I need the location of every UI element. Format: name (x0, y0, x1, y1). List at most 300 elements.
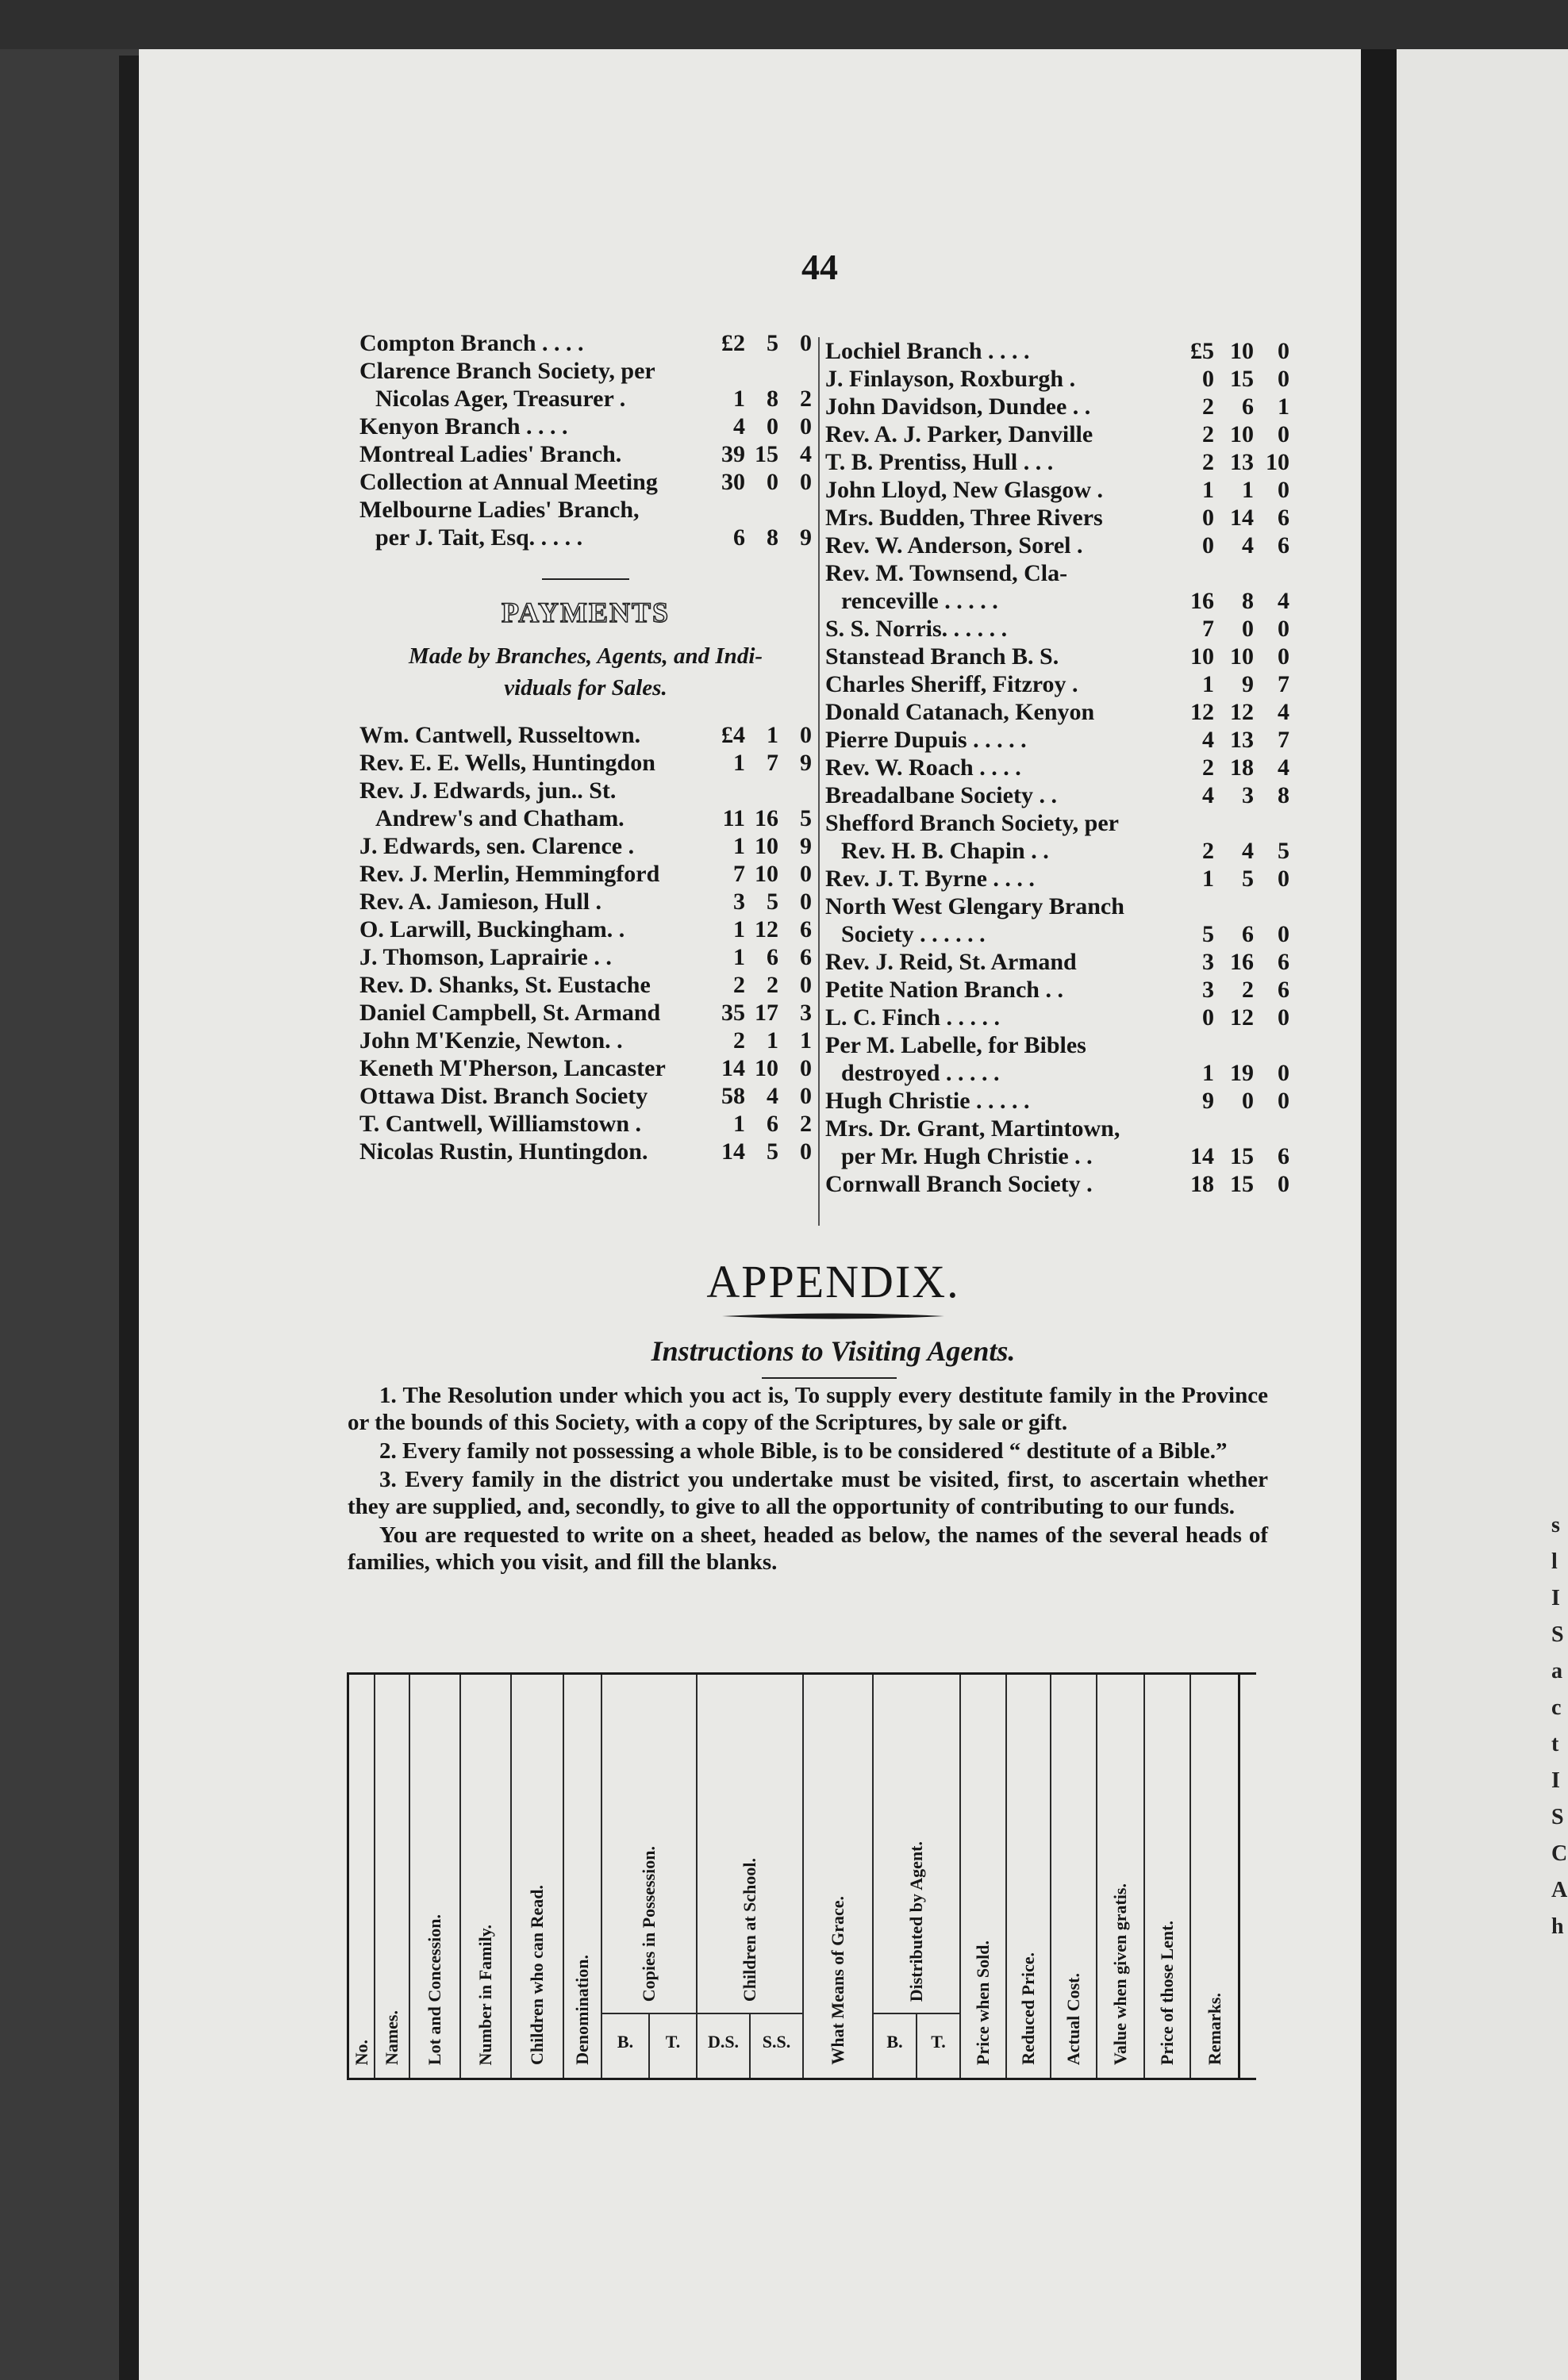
amount-shillings: 15 (1230, 1143, 1254, 1169)
amount-pence: 7 (1278, 727, 1289, 753)
amount-pence: 6 (800, 944, 812, 970)
amount-pence: 0 (800, 1083, 812, 1109)
left-column (359, 329, 812, 1165)
form-column-label: What Means of Grace. (828, 1896, 847, 2065)
amount-shillings: 8 (767, 386, 778, 412)
form-column-head (698, 1675, 802, 2014)
payment-row (825, 920, 1289, 948)
amount-pence: 4 (1278, 754, 1289, 781)
receipt-row (359, 413, 812, 440)
receipt-row (359, 468, 812, 496)
amount-shillings: 0 (1242, 616, 1254, 642)
payment-row (359, 749, 812, 777)
form-column-head (874, 1675, 959, 2014)
entry-amount (1168, 643, 1289, 670)
entry-name: John M'Kenzie, Newton. . (359, 1027, 623, 1054)
amount-pounds: 12 (1190, 699, 1214, 725)
entry-amount (1168, 754, 1289, 781)
entry-name: Andrew's and Chatham. (375, 805, 625, 831)
amount-shillings: 1 (767, 1027, 778, 1054)
payment-row (359, 1082, 812, 1110)
entry-name: Per M. Labelle, for Bibles (825, 1032, 1086, 1058)
entry-amount (699, 999, 812, 1027)
form-column-head (410, 1675, 459, 2078)
payments-subheading-line: Made by Branches, Agents, and Indi- (408, 643, 763, 669)
amount-pounds: 2 (1202, 838, 1214, 864)
form-column-label: Price when Sold. (973, 1940, 993, 2065)
amount-pence: 5 (800, 805, 812, 831)
entry-name: Melbourne Ladies' Branch, (359, 497, 640, 523)
edge-letter: S (1551, 1622, 1564, 1647)
form-column-head (1191, 1675, 1238, 2078)
entry-name: J. Finlayson, Roxburgh . (825, 366, 1076, 392)
entry-name: Donald Catanach, Kenyon (825, 699, 1095, 725)
amount-pounds: 4 (1202, 782, 1214, 808)
amount-pence: 0 (1278, 366, 1289, 392)
form-subcolumn-label: B. (886, 2032, 903, 2052)
entry-name: Petite Nation Branch . . (825, 977, 1063, 1003)
entry-name: S. S. Norris. . . . . . (825, 616, 1008, 642)
form-column-label: Children who can Read. (527, 1885, 547, 2065)
amount-pence: 0 (1278, 1004, 1289, 1031)
amount-pence: 4 (1278, 699, 1289, 725)
amount-pounds: 3 (1202, 949, 1214, 975)
payment-row (825, 1170, 1289, 1198)
edge-letter: h (1551, 1914, 1564, 1939)
form-column (563, 1675, 601, 2078)
amount-shillings: 6 (767, 944, 778, 970)
entry-name: Rev. W. Anderson, Sorel . (825, 532, 1083, 559)
amount-pounds: 6 (733, 524, 745, 551)
amount-pounds: 1 (733, 944, 745, 970)
amount-pounds: 1 (733, 916, 745, 942)
amount-shillings: 5 (1242, 866, 1254, 892)
amount-pence: 6 (1278, 977, 1289, 1003)
payment-row (825, 865, 1289, 892)
column-divider (818, 337, 820, 1226)
entry-amount (699, 916, 812, 943)
amount-shillings: 0 (767, 469, 778, 495)
form-column-head (349, 1675, 374, 2078)
form-subcolumn-label: D.S. (707, 2032, 740, 2052)
amount-pence: 0 (800, 861, 812, 887)
amount-pence: 4 (1278, 588, 1289, 614)
amount-pounds: 0 (1202, 1004, 1214, 1031)
amount-pence: 0 (1278, 616, 1289, 642)
entry-amount (1168, 781, 1289, 809)
edge-letter: s (1551, 1513, 1560, 1537)
entry-name: Rev. E. E. Wells, Huntingdon (359, 750, 655, 776)
entry-name: Cornwall Branch Society . (825, 1171, 1093, 1197)
amount-pounds: 11 (722, 805, 745, 831)
entry-amount (1168, 587, 1289, 615)
amount-pounds: 1 (1202, 671, 1214, 697)
receipt-row (359, 496, 812, 524)
payment-row (359, 777, 812, 804)
form-subcolumn-label: B. (617, 2032, 634, 2052)
payment-row (825, 670, 1289, 698)
entry-name: Rev. W. Roach . . . . (825, 754, 1021, 781)
entry-amount (699, 860, 812, 888)
form-subcolumns (602, 2013, 696, 2078)
receipt-row (359, 357, 812, 385)
payment-row (825, 504, 1289, 532)
form-column-head (1145, 1675, 1189, 2078)
facing-page (1397, 49, 1568, 2380)
form-column-label: Distributed by Agent. (906, 1841, 926, 2002)
amount-shillings: 1 (767, 722, 778, 748)
entry-amount (699, 440, 812, 468)
entry-amount (699, 749, 812, 777)
amount-pounds: 7 (733, 861, 745, 887)
amount-shillings: 0 (1242, 1088, 1254, 1114)
amount-shillings: 6 (1242, 921, 1254, 947)
payment-row (825, 476, 1289, 504)
payment-row (359, 943, 812, 971)
amount-pence: 0 (800, 889, 812, 915)
form-column-head (1097, 1675, 1143, 2078)
entry-amount (1168, 1059, 1289, 1087)
amount-shillings: 2 (767, 972, 778, 998)
entry-name: Society . . . . . . (841, 921, 986, 947)
instructions-body (348, 1382, 1268, 1577)
entry-amount (1168, 393, 1289, 420)
payment-row (825, 1115, 1289, 1142)
entry-amount (699, 888, 812, 916)
amount-pounds: 3 (733, 889, 745, 915)
amount-shillings: 3 (1242, 782, 1254, 808)
amount-shillings: 12 (1230, 699, 1254, 725)
form-column-label: No. (351, 2039, 371, 2065)
amount-pounds: 18 (1190, 1171, 1214, 1197)
amount-pence: 9 (800, 750, 812, 776)
form-column (1050, 1675, 1096, 2078)
amount-pounds: 2 (1202, 754, 1214, 781)
amount-pounds: 14 (721, 1138, 745, 1165)
amount-shillings: 6 (767, 1111, 778, 1137)
amount-pounds: 1 (733, 1111, 745, 1137)
amount-shillings: 5 (767, 1138, 778, 1165)
book-gutter (1361, 49, 1397, 2380)
amount-pounds: 2 (733, 972, 745, 998)
amount-shillings: 19 (1230, 1060, 1254, 1086)
amount-shillings: 0 (767, 413, 778, 440)
payments-subheading-line: viduals for Sales. (504, 675, 667, 701)
entry-name: renceville . . . . . (841, 588, 998, 614)
amount-pence: 1 (800, 1027, 812, 1054)
entry-amount (699, 1027, 812, 1054)
entry-name: Mrs. Dr. Grant, Martintown, (825, 1115, 1120, 1142)
amount-shillings: 4 (767, 1083, 778, 1109)
payment-row (825, 781, 1289, 809)
entry-name: Pierre Dupuis . . . . . (825, 727, 1027, 753)
entry-name: Kenyon Branch . . . . (359, 413, 568, 440)
amount-pounds: 0 (1202, 505, 1214, 531)
edge-letter: I (1551, 1768, 1560, 1793)
amount-pounds: £4 (721, 722, 745, 748)
amount-shillings: 10 (755, 1055, 778, 1081)
form-subcolumn-label: T. (648, 2014, 696, 2078)
payment-row (825, 559, 1289, 587)
amount-shillings: 18 (1230, 754, 1254, 781)
amount-shillings: 8 (1242, 588, 1254, 614)
payment-row (825, 365, 1289, 393)
entry-name: Clarence Branch Society, per (359, 358, 655, 384)
scanner-frame (0, 0, 1568, 49)
entry-amount (1168, 1087, 1289, 1115)
amount-shillings: 5 (767, 330, 778, 356)
amount-pence: 0 (1278, 643, 1289, 670)
entry-amount (1168, 504, 1289, 532)
entry-name: Shefford Branch Society, per (825, 810, 1119, 836)
payments-heading: PAYMENTS (501, 597, 671, 628)
amount-pence: 10 (1266, 449, 1289, 475)
form-column-label: Reduced Price. (1018, 1952, 1038, 2065)
amount-pounds: 1 (1202, 866, 1214, 892)
edge-letter: S (1551, 1805, 1564, 1829)
form-column-label: Children at School. (740, 1857, 759, 2002)
entry-name: Nicolas Ager, Treasurer . (375, 386, 626, 412)
amount-shillings: 5 (767, 889, 778, 915)
amount-pounds: 0 (1202, 532, 1214, 559)
receipt-row (359, 440, 812, 468)
form-column-label: Value when given gratis. (1110, 1883, 1130, 2065)
entry-name: Hugh Christie . . . . . (825, 1088, 1030, 1114)
entry-name: Rev. A. Jamieson, Hull . (359, 889, 602, 915)
receipt-row (359, 329, 812, 357)
form-column (1005, 1675, 1050, 2078)
form-column-head (1051, 1675, 1096, 2078)
payment-row (825, 837, 1289, 865)
facing-page-edge-text (1551, 1507, 1567, 1945)
amount-pounds: 16 (1190, 588, 1214, 614)
form-column (802, 1675, 872, 2078)
form-column-head (375, 1675, 409, 2078)
entry-amount (699, 524, 812, 551)
amount-shillings: 13 (1230, 449, 1254, 475)
form-column (1143, 1675, 1189, 2078)
entry-amount (1168, 920, 1289, 948)
amount-shillings: 8 (767, 524, 778, 551)
entry-amount (1168, 532, 1289, 559)
amount-pence: 0 (800, 1055, 812, 1081)
entry-amount (699, 1138, 812, 1165)
payment-row (825, 337, 1289, 365)
amount-shillings: 15 (1230, 1171, 1254, 1197)
payment-row (825, 1087, 1289, 1115)
amount-pounds: 39 (721, 441, 745, 467)
amount-pence: 4 (800, 441, 812, 467)
form-column (409, 1675, 459, 2078)
form-column-label: Names. (382, 2010, 402, 2065)
amount-pence: 0 (1278, 421, 1289, 447)
amount-pence: 7 (1278, 671, 1289, 697)
payment-row (359, 971, 812, 999)
payment-row (825, 698, 1289, 726)
form-subcolumns (698, 2013, 802, 2078)
entry-name: J. Thomson, Laprairie . . (359, 944, 612, 970)
payment-row (359, 916, 812, 943)
payments-subheading (359, 640, 812, 704)
entry-amount (1168, 420, 1289, 448)
edge-letter: A (1551, 1878, 1568, 1902)
amount-shillings: 10 (1230, 421, 1254, 447)
payment-row (359, 1110, 812, 1138)
form-column (601, 1675, 696, 2078)
entry-name: Rev. J. Reid, St. Armand (825, 949, 1077, 975)
payment-row (825, 976, 1289, 1004)
entry-name: T. Cantwell, Williamstown . (359, 1111, 642, 1137)
amount-pounds: £5 (1190, 338, 1214, 364)
amount-pence: 0 (1278, 1060, 1289, 1086)
payment-row (825, 809, 1289, 837)
payment-row (825, 587, 1289, 615)
entry-amount (699, 385, 812, 413)
entry-name: Mrs. Budden, Three Rivers (825, 505, 1103, 531)
amount-shillings: 15 (755, 441, 778, 467)
ornamental-rule (722, 1311, 944, 1322)
entry-amount (1168, 948, 1289, 976)
amount-shillings: 2 (1242, 977, 1254, 1003)
amount-shillings: 7 (767, 750, 778, 776)
amount-shillings: 16 (1230, 949, 1254, 975)
payment-row (825, 948, 1289, 976)
amount-pounds: 10 (1190, 643, 1214, 670)
entry-amount (1168, 1004, 1289, 1031)
entry-name: Daniel Campbell, St. Armand (359, 1000, 661, 1026)
amount-pounds: 4 (1202, 727, 1214, 753)
amount-pounds: 2 (1202, 449, 1214, 475)
amount-pence: 3 (800, 1000, 812, 1026)
payment-row (825, 532, 1289, 559)
edge-letter: t (1551, 1732, 1559, 1756)
payment-row (825, 1142, 1289, 1170)
entry-name: per J. Tait, Esq. . . . . (375, 524, 583, 551)
payment-row (359, 721, 812, 749)
amount-shillings: 17 (755, 1000, 778, 1026)
amount-pence: 0 (1278, 477, 1289, 503)
entry-amount (699, 943, 812, 971)
payment-row (359, 888, 812, 916)
payment-row (359, 804, 812, 832)
amount-pounds: 14 (721, 1055, 745, 1081)
entry-amount (1168, 476, 1289, 504)
entry-amount (1168, 698, 1289, 726)
payment-row (825, 726, 1289, 754)
entry-name: Lochiel Branch . . . . (825, 338, 1030, 364)
edge-letter: a (1551, 1659, 1562, 1683)
form-subcolumn-label: S.S. (749, 2014, 802, 2078)
form-column-label: Number in Family. (475, 1924, 495, 2065)
amount-pence: 6 (1278, 532, 1289, 559)
entry-name: Rev. D. Shanks, St. Eustache (359, 972, 651, 998)
payment-row (825, 643, 1289, 670)
amount-pounds: 1 (733, 833, 745, 859)
amount-pence: 6 (800, 916, 812, 942)
entry-amount (1168, 726, 1289, 754)
amount-shillings: 10 (755, 833, 778, 859)
form-subcolumns (874, 2013, 959, 2078)
payment-row (359, 1054, 812, 1082)
form-column (510, 1675, 563, 2078)
entry-name: Stanstead Branch B. S. (825, 643, 1059, 670)
amount-pence: 6 (1278, 949, 1289, 975)
entry-amount (699, 804, 812, 832)
amount-shillings: 15 (1230, 366, 1254, 392)
amount-pence: 8 (1278, 782, 1289, 808)
form-column (347, 1675, 374, 2078)
form-column-head (804, 1675, 872, 2078)
entry-name: Compton Branch . . . . (359, 330, 584, 356)
entry-name: Collection at Annual Meeting (359, 469, 658, 495)
form-column-label: Actual Cost. (1063, 1972, 1083, 2065)
entry-name: per Mr. Hugh Christie . . (841, 1143, 1093, 1169)
amount-shillings: 10 (1230, 338, 1254, 364)
amount-pence: 0 (1278, 921, 1289, 947)
amount-pounds: 1 (733, 750, 745, 776)
amount-pounds: 3 (1202, 977, 1214, 1003)
payment-row (825, 1004, 1289, 1031)
amount-pence: 9 (800, 524, 812, 551)
amount-pence: 6 (1278, 505, 1289, 531)
amount-pence: 0 (800, 469, 812, 495)
amount-pounds: 4 (733, 413, 745, 440)
entry-amount (699, 413, 812, 440)
entry-name: Rev. H. B. Chapin . . (841, 838, 1049, 864)
amount-shillings: 12 (755, 916, 778, 942)
amount-pence: 1 (1278, 393, 1289, 420)
entry-amount (699, 1110, 812, 1138)
payment-row (359, 1027, 812, 1054)
form-column (872, 1675, 959, 2078)
payment-row (359, 832, 812, 860)
payment-row (825, 754, 1289, 781)
page-number: 44 (801, 247, 838, 287)
payment-row (825, 615, 1289, 643)
amount-pounds: 1 (1202, 477, 1214, 503)
receipt-row (359, 524, 812, 551)
amount-pounds: 14 (1190, 1143, 1214, 1169)
visit-record-form (347, 1672, 1256, 2080)
amount-pounds: 7 (1202, 616, 1214, 642)
payment-row (825, 393, 1289, 420)
form-column-head (961, 1675, 1005, 2078)
entry-name: John Davidson, Dundee . . (825, 393, 1091, 420)
form-column (1189, 1675, 1240, 2078)
instruction-paragraph: 2. Every family not possessing a whole Bible, is to be considered “ destitute of a Bible.” (379, 1438, 1228, 1464)
edge-letter: l (1551, 1549, 1558, 1574)
entry-amount (1168, 670, 1289, 698)
form-column-label: Remarks. (1204, 1992, 1224, 2065)
payment-row (825, 448, 1289, 476)
edge-letter: c (1551, 1695, 1562, 1720)
entry-name: O. Larwill, Buckingham. . (359, 916, 625, 942)
entry-name: Wm. Cantwell, Russeltown. (359, 722, 641, 748)
amount-pence: 0 (800, 1138, 812, 1165)
form-column-label: Copies in Possession. (639, 1845, 659, 2002)
entry-amount (699, 1054, 812, 1082)
amount-shillings: 6 (1242, 393, 1254, 420)
amount-pounds: 5 (1202, 921, 1214, 947)
form-subcolumn-label: T. (916, 2014, 959, 2078)
amount-pounds: 2 (1202, 421, 1214, 447)
instructions-title: Instructions to Visiting Agents. (651, 1335, 1016, 1367)
amount-pence: 0 (1278, 1171, 1289, 1197)
entry-name: Montreal Ladies' Branch. (359, 441, 622, 467)
receipt-row (359, 385, 812, 413)
form-column (459, 1675, 510, 2078)
form-column-label: Price of those Lent. (1157, 1920, 1177, 2065)
